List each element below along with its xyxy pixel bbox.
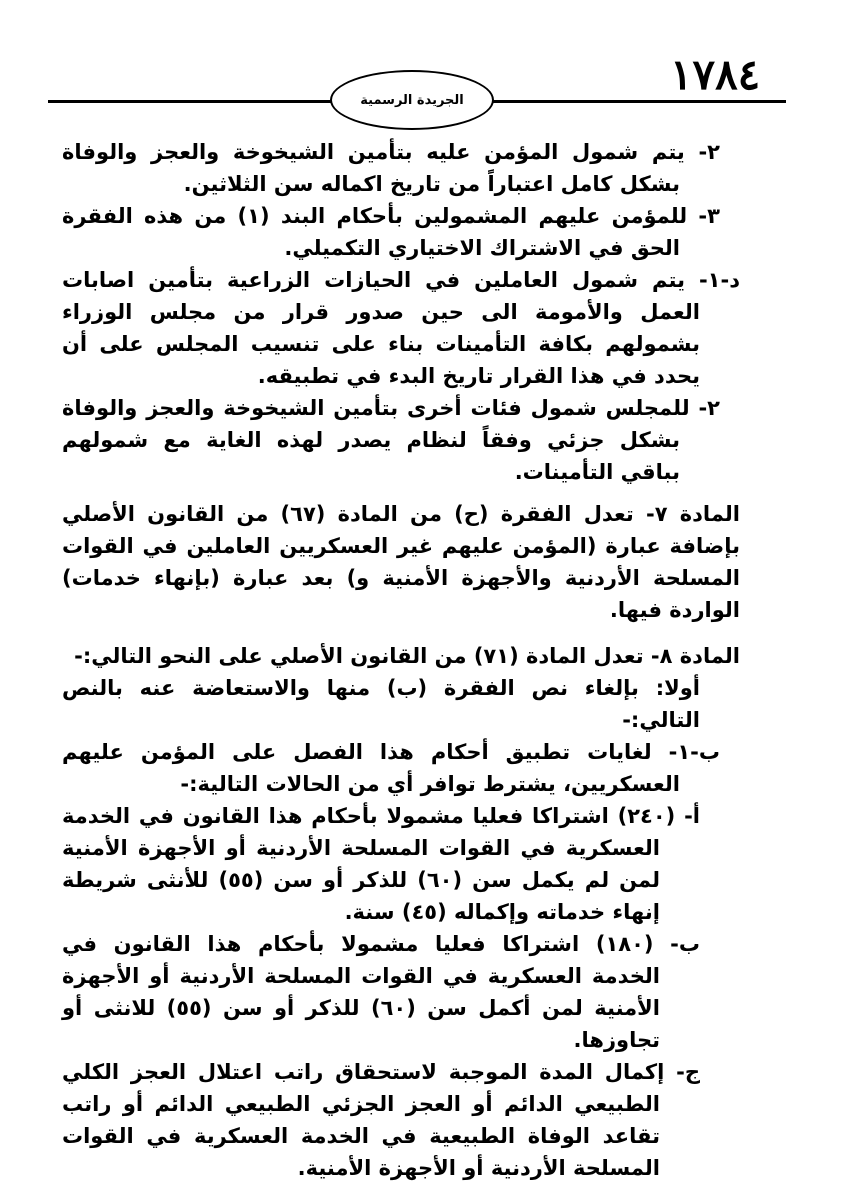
paragraph-article-7: المادة ٧- تعدل الفقرة (ح) من المادة (٦٧) من القانون الأصلي بإضافة عبارة (المؤمن عليهم غير العسكريين العاملين في القوات المسلحة الأردنية والأجهزة الأمنية و) بعد عبارة (بإنهاء خدمات) الواردة فيها. (62, 502, 740, 622)
paragraph-subclause-a: أ- (٢٤٠) اشتراكا فعليا مشمولا بأحكام هذا القانون في الخدمة العسكرية في القوات المسلحة الأردنية أو الأجهزة الأمنية لمن لم يكمل سن (٦٠) للذكر أو سن (٥٥) للأنثى شريطة إنهاء خدماته وإكماله (٤٥) سنة. (62, 804, 700, 924)
gazette-title (330, 70, 494, 130)
paragraph-clause-d1: د-١- يتم شمول العاملين في الحيازات الزراعية بتأمين اصابات العمل والأمومة الى حين صدور قرار من مجلس الوزراء بشمولهم بكافة التأمينات بناء على تنسيب المجلس على أن يحدد في هذا القرار تاريخ البدء في تطبيقه. (62, 268, 740, 388)
paragraph-first: أولا: بإلغاء نص الفقرة (ب) منها والاستعاضة عنه بالنص التالي:- (62, 676, 700, 732)
paragraph-subclause-b: ب- (١٨٠) اشتراكا فعليا مشمولا بأحكام هذا القانون في الخدمة العسكرية في القوات المسلحة الأردنية أو الأجهزة الأمنية لمن أكمل سن (٦٠) للذكر أو سن (٥٥) للانثى أو تجاوزها. (62, 932, 700, 1052)
paragraph-subclause-c: ج- إكمال المدة الموجبة لاستحقاق راتب اعتلال العجز الكلي الطبيعي الدائم أو العجز الجزئي الطبيعي الدائم أو راتب تقاعد الوفاة الطبيعية في الخدمة العسكرية في القوات المسلحة الأردنية أو الأجهزة الأمنية. (62, 1060, 700, 1180)
page-number: ١٧٨٤ (670, 50, 761, 99)
paragraph-clause-2: ٢- يتم شمول المؤمن عليه بتأمين الشيخوخة والعجز والوفاة بشكل كامل اعتباراً من تاريخ اكماله سن الثلاثين. (62, 140, 720, 196)
paragraph-clause-d2: ٢- للمجلس شمول فئات أخرى بتأمين الشيخوخة والعجز والوفاة بشكل جزئي وفقاً لنظام يصدر لهذه الغاية مع شمولهم بباقي التأمينات. (62, 396, 720, 484)
document-body (62, 136, 740, 1184)
paragraph-article-8: المادة ٨- تعدل المادة (٧١) من القانون الأصلي على النحو التالي:- (74, 644, 740, 668)
paragraph-clause-b1: ب-١- لغايات تطبيق أحكام هذا الفصل على المؤمن عليهم العسكريين، يشترط توافر أي من الحالات التالية:- (62, 740, 720, 796)
spacer (62, 488, 740, 498)
gazette-title-text: الجريدة الرسمية (360, 92, 464, 108)
paragraph-clause-3: ٣- للمؤمن عليهم المشمولين بأحكام البند (١) من هذه الفقرة الحق في الاشتراك الاختياري التكميلي. (62, 204, 720, 260)
spacer (62, 626, 740, 640)
